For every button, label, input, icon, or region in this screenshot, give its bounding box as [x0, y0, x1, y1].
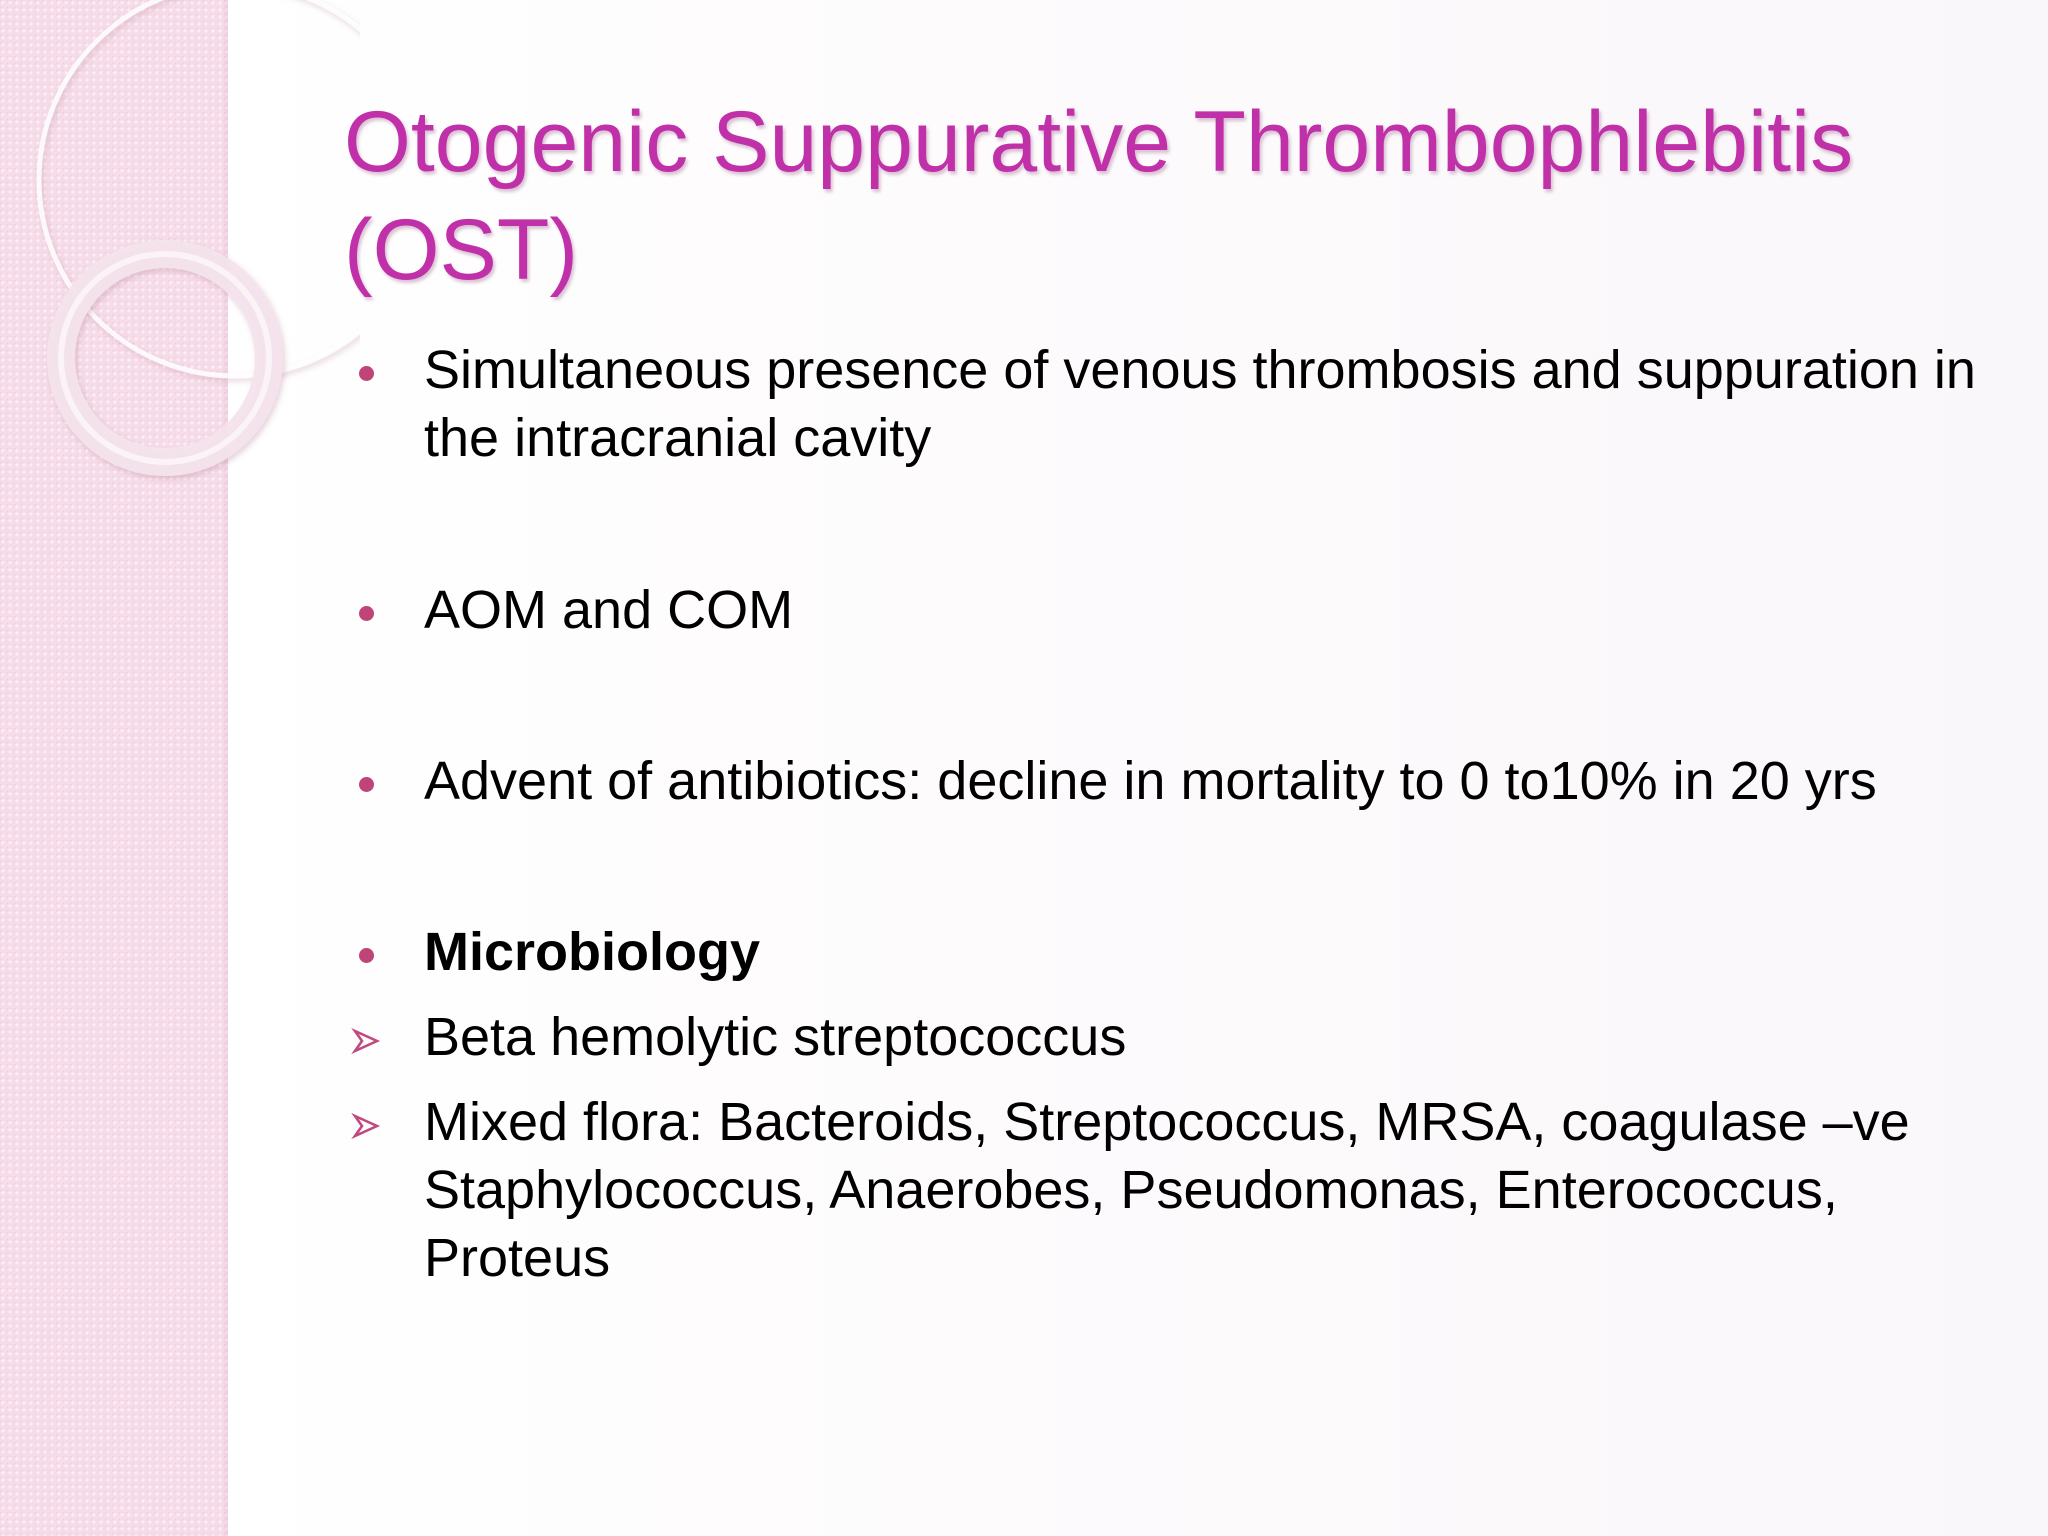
- bullet-item-aom-com: [344, 576, 2024, 644]
- bullet-item-microbiology: [344, 918, 2024, 986]
- bullet-text: Microbiology: [424, 922, 760, 982]
- dot-bullet-icon: [359, 606, 374, 621]
- bullet-text: Mixed flora: Bacteroids, Streptococcus, MRSA, coagulase –ve Staphylococcus, Anaerobes, Pseudomonas, Enterococcus, Proteus: [424, 1092, 1910, 1288]
- bullet-text: AOM and COM: [424, 580, 794, 640]
- decorative-ring-large: [39, 0, 360, 376]
- bullet-text: Beta hemolytic streptococcus: [424, 1007, 1127, 1067]
- arrow-bullet-icon: [351, 1026, 381, 1056]
- bullet-item-antibiotics: [344, 747, 2024, 815]
- bullet-text: Advent of antibiotics: decline in mortality to 0 to10% in 20 yrs: [424, 751, 1877, 811]
- sub-bullet-item-streptococcus: [344, 1003, 2024, 1071]
- decorative-rings: [0, 0, 360, 520]
- bullet-text: Simultaneous presence of venous thrombosis and suppuration in the intracranial cavity: [424, 340, 1976, 468]
- dot-bullet-icon: [359, 948, 374, 963]
- dot-bullet-icon: [359, 777, 374, 792]
- sub-bullet-item-mixed-flora: [344, 1088, 2024, 1292]
- arrow-bullet-icon: [351, 1111, 381, 1141]
- dot-bullet-icon: [359, 366, 374, 381]
- bullet-item-definition: [344, 336, 2024, 472]
- slide-title: Otogenic Suppurative Thrombophlebitis (OST): [344, 94, 1854, 298]
